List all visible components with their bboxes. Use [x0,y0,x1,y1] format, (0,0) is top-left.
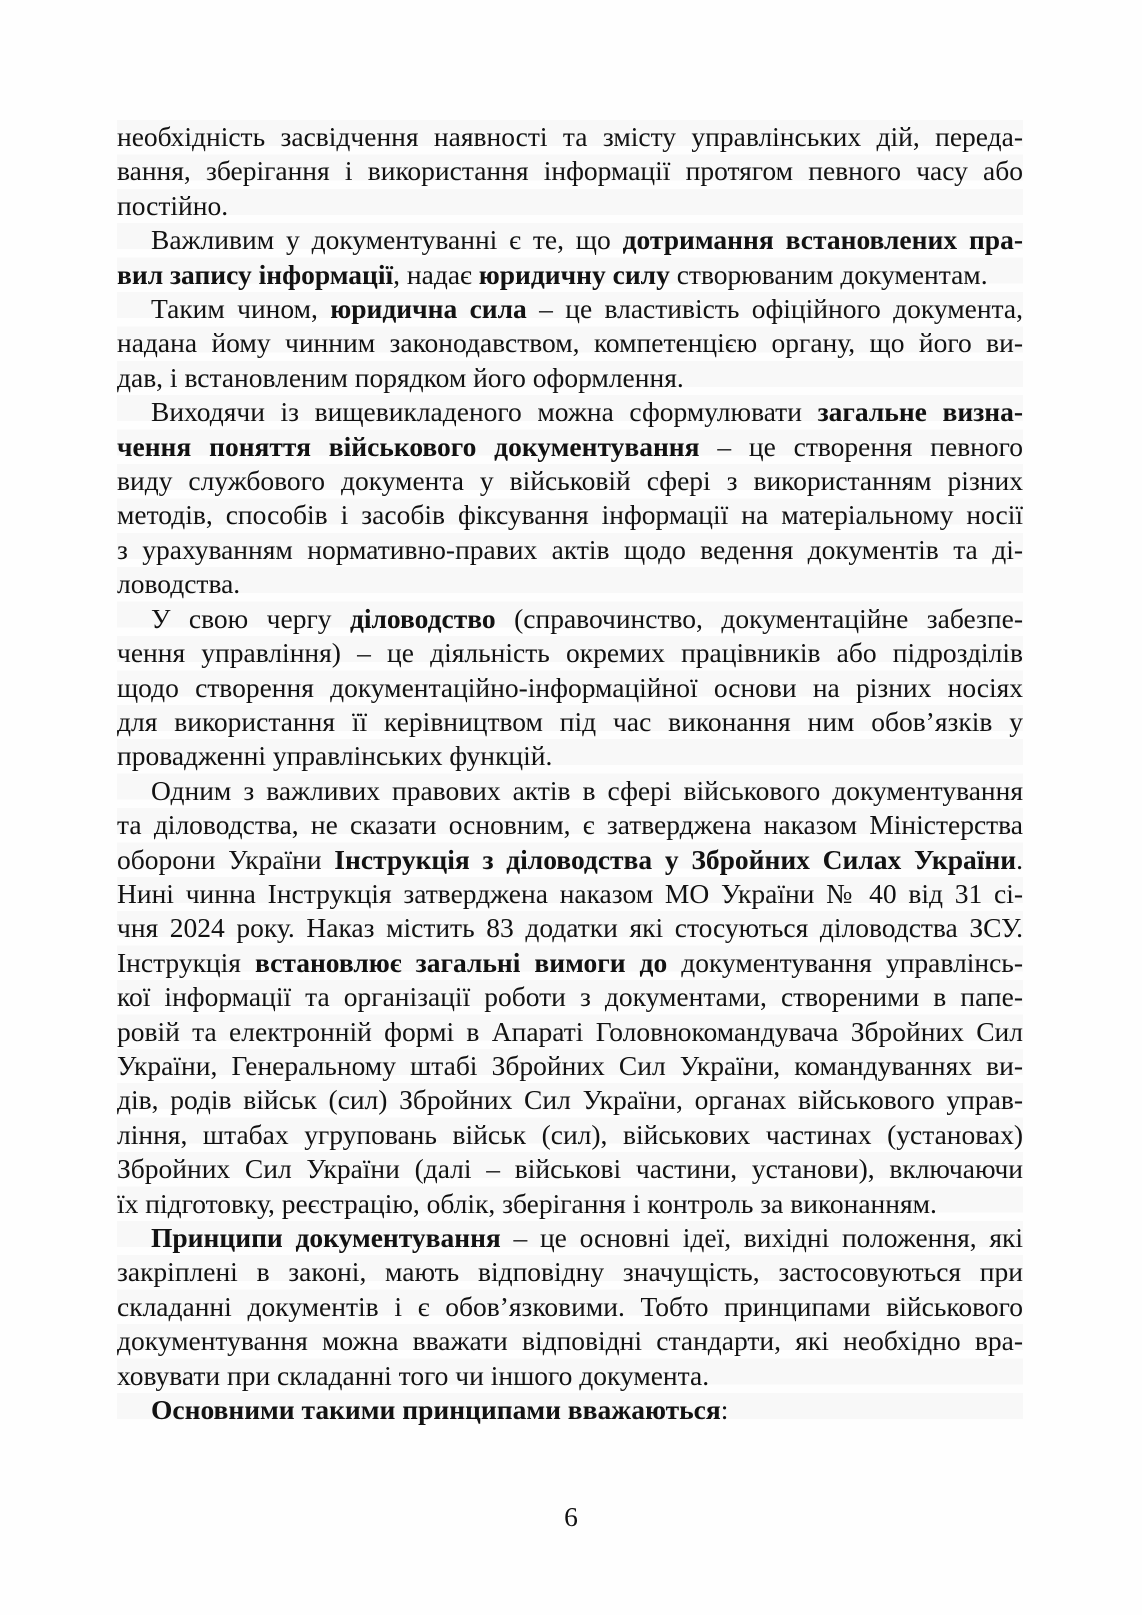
text-line [117,705,1023,739]
text-line [117,1255,1023,1289]
text-line [117,774,1023,808]
text-run: ровій та електронній формі в Апараті Головнокомандувача Збройних Сил [117,1015,1023,1047]
text-run: закріплені в законі, мають відповідну значущість, застосовуються при [117,1256,1023,1288]
text-line [117,189,1023,223]
text-line [117,1118,1023,1152]
bold-text-run: вил запису інформації [117,258,394,290]
text-line [117,946,1023,980]
text-run: постійно. [117,189,229,221]
text-line [117,1049,1023,1083]
text-line [117,980,1023,1014]
text-run: з урахуванням нормативно-правих актів щодо ведення документів та ді- [117,533,1023,565]
text-line [117,1324,1023,1358]
text-run: чення управління) – це діяльність окремих працівників або підрозділів [117,637,1023,669]
text-run: – це основні ідеї, вихідні положення, які [500,1222,1023,1253]
bold-text-run: Інструкція з діловодства у Збройних Силах України [334,843,1017,875]
text-line [117,1152,1023,1186]
text-run: кої інформації та організації роботи з документами, створеними в папе- [117,981,1023,1013]
text-run: ховувати при складанні того чи іншого документа. [117,1359,710,1391]
text-line [117,1083,1023,1117]
text-line [117,739,1023,773]
text-run: ління, штабах угруповань військ (сил), військових частинах (установах) [117,1118,1023,1150]
text-run: щодо створення документаційно-інформаційної основи на різних носіях [117,671,1023,703]
text-line [117,361,1023,395]
bold-text-run: загальне визна- [817,396,1023,428]
text-line [117,498,1023,532]
text-run: та діловодства, не сказати основним, є затверджена наказом Міністерства [117,809,1023,841]
text-run: чня 2024 року. Наказ містить 83 додатки які стосуються діловодства ЗСУ. [117,912,1023,944]
text-line [117,602,1023,636]
text-line [117,671,1023,705]
text-run: для використання її керівництвом під час виконання ним обов’язків у [117,705,1023,737]
bold-text-run: дотримання встановлених пра- [622,224,1023,256]
text-run: . [1016,843,1023,875]
text-run: необхідність засвідчення наявності та змісту управлінських дій, переда- [117,121,1023,152]
text-run: документування управлінсь- [667,946,1023,978]
bold-text-run: юридичну силу [478,258,670,290]
page-text-block [117,120,1023,1427]
text-line [117,120,1023,154]
text-run: дав, і встановленим порядком його оформлення. [117,361,684,393]
text-line [117,567,1023,601]
text-run: Інструкція [117,946,255,978]
text-run: їх підготовку, реєстрацію, облік, зберігання і контроль за виконанням. [117,1187,937,1219]
text-run: ловодства. [117,568,241,600]
text-line [117,1187,1023,1221]
bold-text-run: чення поняття військового документування [117,430,700,462]
text-line [117,1221,1023,1255]
text-line [117,326,1023,360]
text-run: оборони України [117,843,335,875]
text-line [117,154,1023,188]
text-line [117,395,1023,429]
text-run: методів, способів і засобів фіксування інформації на матеріальному носії [117,499,1023,531]
text-run: – це створення певного [699,430,1023,462]
text-run: України, Генеральному штабі Збройних Сил України, командуваннях ви- [117,1049,1023,1081]
text-line [117,533,1023,567]
text-run: У свою чергу [151,602,350,634]
text-run: Таким чином, [151,293,331,325]
text-run: – це властивість офіційного документа, [526,293,1023,325]
text-run: Збройних Сил України (далі – військові частини, установи), включаючи [117,1153,1023,1185]
bold-text-run: Принципи документування [151,1222,501,1253]
text-line [117,464,1023,498]
text-line [117,292,1023,326]
text-line [117,223,1023,257]
text-run: вання, зберігання і використання інформації протягом певного часу або [117,155,1023,187]
text-run: провадженні управлінських функцій. [117,740,553,772]
text-run: створюваним документам. [669,258,988,290]
text-run: : [720,1394,729,1426]
page-number: 6 [564,1501,578,1532]
text-run: Нині чинна Інструкція затверджена наказом МО України № 40 від 31 сі- [117,877,1023,909]
text-line [117,258,1023,292]
text-line [117,843,1023,877]
text-line [117,877,1023,911]
text-line [117,1290,1023,1324]
text-run: виду службового документа у військовій сфері з використанням різних [117,465,1023,497]
text-run: , надає [393,258,479,290]
text-run: надана йому чинним законодавством, компетенцією органу, що його ви- [117,327,1023,359]
text-line [117,1359,1023,1393]
text-run: (справочинство, документаційне забезпе- [495,602,1023,634]
text-line [117,911,1023,945]
text-line [117,636,1023,670]
bold-text-run: юридична сила [330,293,527,325]
text-run: Одним з важливих правових актів в сфері військового документування [151,774,1023,806]
text-line [117,1015,1023,1049]
text-line [117,430,1023,464]
bold-text-run: діловодство [349,602,496,634]
text-run: Виходячи із вищевикладеного можна сформулювати [151,396,818,428]
text-line [117,1393,1023,1427]
bold-text-run: Основними такими принципами вважаються [151,1394,721,1426]
text-run: документування можна вважати відповідні стандарти, які необхідно вра- [117,1325,1023,1357]
text-run: Важливим у документуванні є те, що [151,224,623,256]
text-line [117,808,1023,842]
bold-text-run: встановлює загальні вимоги до [254,946,668,978]
text-run: складанні документів і є обов’язковими. Тобто принципами військового [117,1290,1023,1322]
text-run: дів, родів військ (сил) Збройних Сил України, органах військового управ- [117,1084,1023,1116]
